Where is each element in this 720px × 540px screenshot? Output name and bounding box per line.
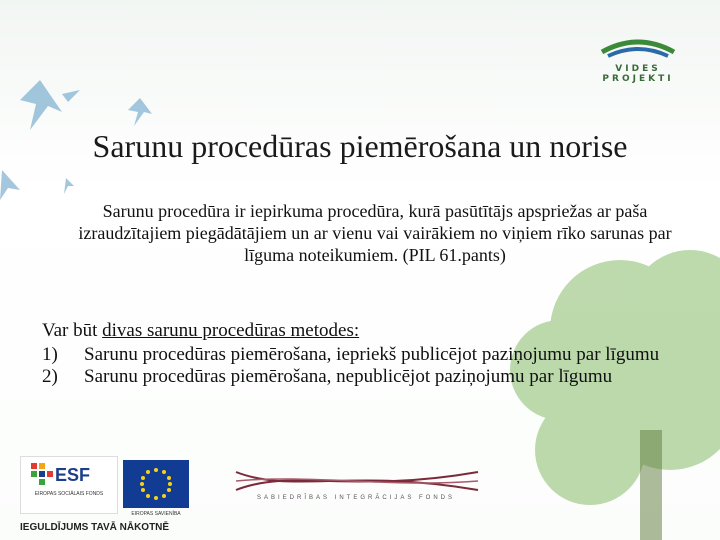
methods-list	[42, 344, 702, 388]
eu-flag-icon	[123, 460, 189, 508]
definition-paragraph: Sarunu procedūra ir iepirkuma procedūra, kurā pasūtītājs apspriežas ar paša izraudzītajiem piegādātājiem un ar vienu vai vairākiem no viņiem rīko sarunas par līguma noteikumiem. (PIL 61.pants)	[78, 201, 672, 265]
list-item-number: 2)	[42, 366, 58, 387]
methods-intro	[42, 320, 359, 342]
list-item-number: 1)	[42, 344, 58, 365]
footer-slogan: IEGULDĪJUMS TAVĀ NĀKOTNĒ	[20, 522, 170, 533]
list-item	[42, 344, 702, 366]
sif-logo	[232, 468, 482, 499]
slide-title: Sarunu procedūras piemērošana un norise	[92, 128, 628, 164]
vides-projekti-logo	[578, 38, 698, 84]
list-item-text: Sarunu procedūras piemērošana, nepublicējot paziņojumu par līgumu	[84, 366, 613, 387]
tree-decoration-icon	[470, 250, 720, 540]
esf-sub: EIROPAS SOCIĀLAIS FONDS	[34, 491, 104, 497]
logo-text: VIDES PROJEKTI	[602, 64, 674, 84]
esf-logo	[20, 456, 118, 514]
eu-caption: EIROPAS SAVIENĪBA	[131, 511, 181, 517]
esf-label: ESF	[55, 465, 91, 485]
sif-caption: SABIEDRĪBAS INTEGRĀCIJAS FONDS	[256, 495, 456, 501]
list-item-text: Sarunu procedūras piemērošana, iepriekš publicējot paziņojumu par līgumu	[84, 344, 660, 365]
intro-underlined: divas sarunu procedūras metodes:	[102, 320, 360, 341]
eye-logo-icon	[598, 38, 678, 62]
esf-mark-icon	[31, 463, 53, 485]
sif-lines-icon	[232, 468, 482, 494]
list-item	[42, 366, 702, 388]
intro-prefix: Var būt	[42, 320, 103, 341]
